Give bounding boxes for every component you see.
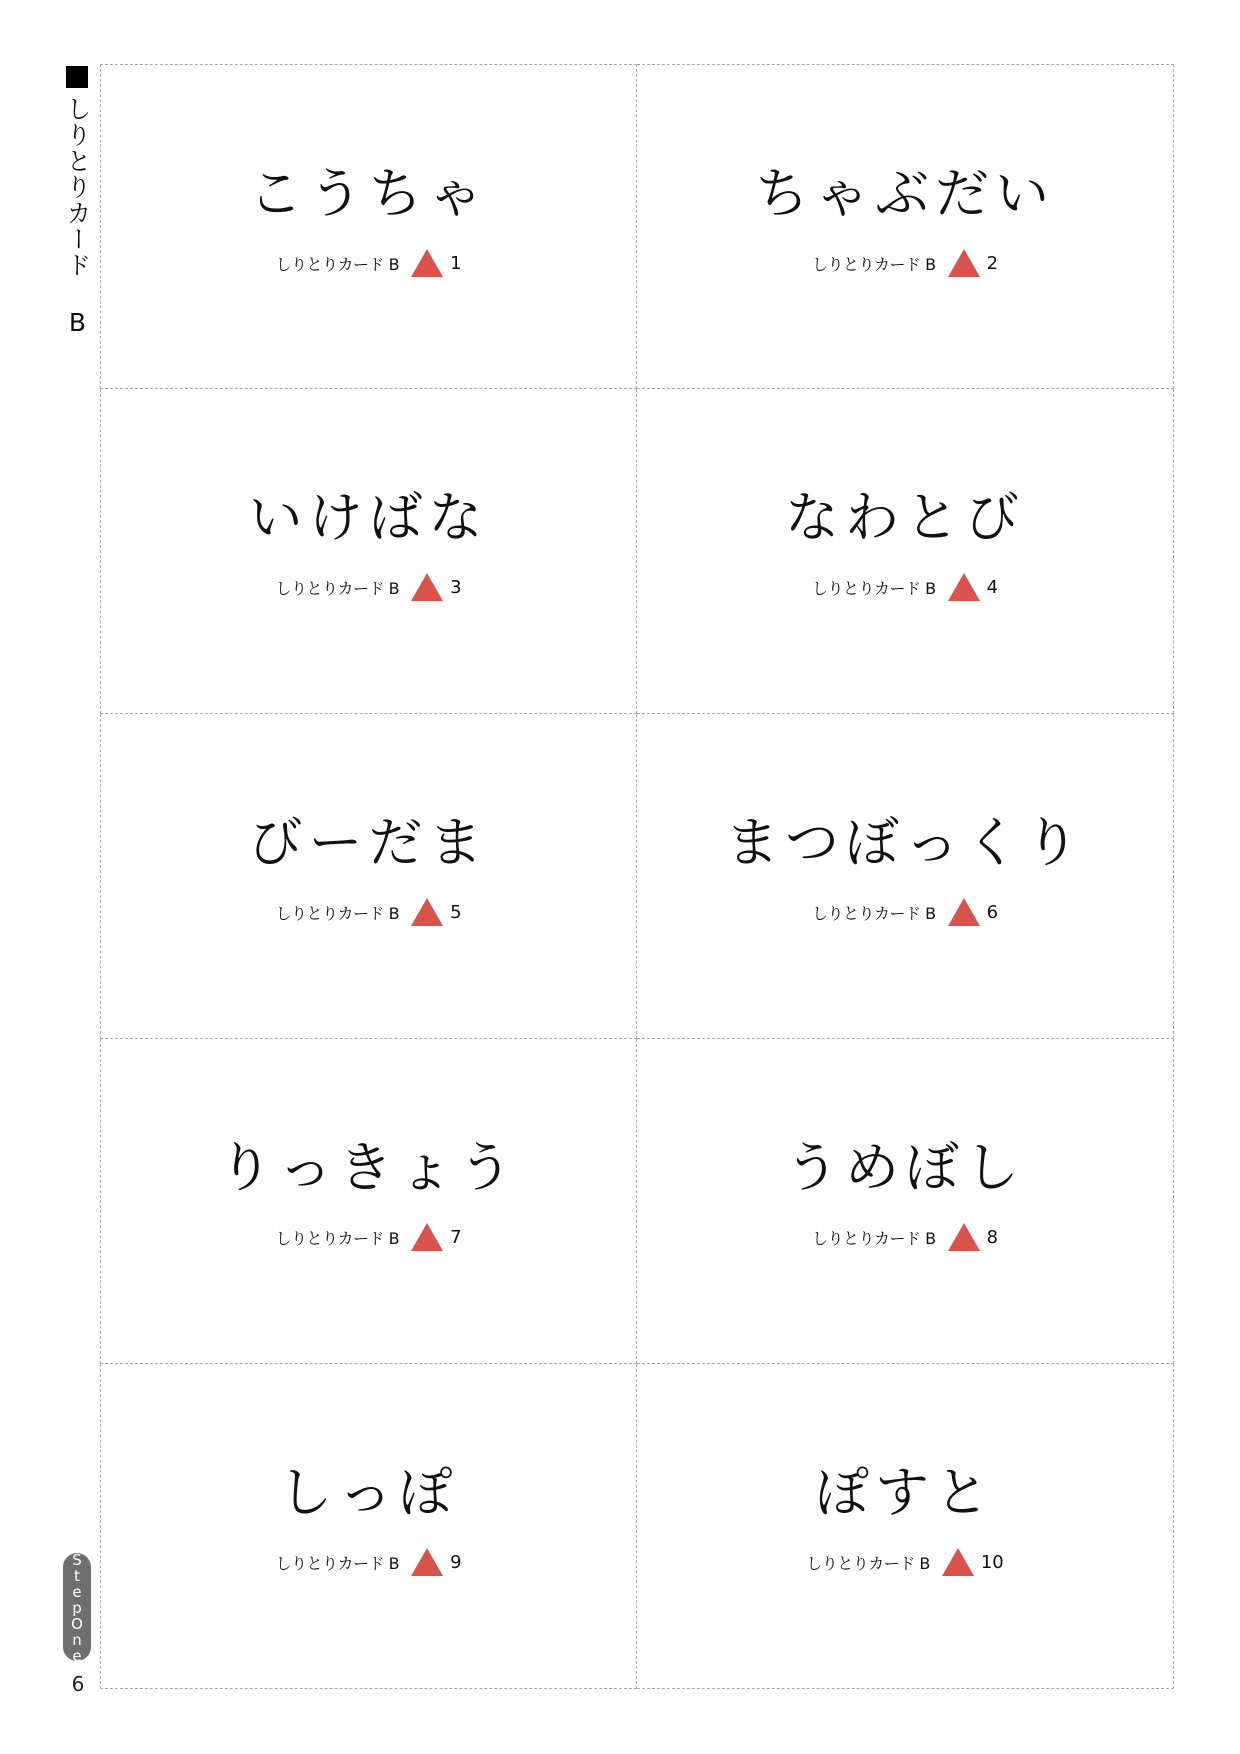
card-label: しりとりカード B [275, 254, 400, 274]
red-triangle-icon [411, 1223, 443, 1251]
card-number: 9 [450, 1551, 462, 1573]
card-number: 5 [450, 901, 462, 923]
card-label: しりとりカード B [811, 578, 936, 598]
card-7 [100, 1039, 637, 1364]
card-meta [637, 248, 1173, 278]
card-grid [100, 64, 1174, 1689]
card-meta [101, 897, 636, 927]
card-meta [637, 572, 1173, 602]
card-number: 2 [986, 252, 999, 274]
card-4 [637, 389, 1174, 714]
page-number: 6 [71, 1672, 85, 1696]
logo-text: StepOne [68, 1551, 86, 1663]
card-label: しりとりカード B [275, 578, 400, 598]
card-meta [101, 1222, 636, 1252]
card-word: びーだま [248, 811, 489, 874]
card-word: いけばな [248, 486, 489, 549]
red-triangle-icon [948, 898, 980, 926]
card-9 [100, 1364, 637, 1689]
card-3 [100, 389, 637, 714]
card-word: まつぼっくり [725, 811, 1085, 874]
card-number: 6 [986, 901, 999, 923]
card-label: しりとりカード B [811, 903, 936, 923]
card-word: ちゃぶだい [755, 162, 1055, 225]
card-number: 4 [986, 576, 999, 598]
stepone-logo [63, 1553, 91, 1661]
card-meta [101, 572, 636, 602]
card-meta [637, 1222, 1173, 1252]
red-triangle-icon [411, 573, 443, 601]
card-number: 3 [450, 576, 462, 598]
red-triangle-icon [411, 898, 443, 926]
card-2 [637, 64, 1174, 389]
sidebar-title [62, 66, 92, 338]
red-triangle-icon [411, 249, 443, 277]
card-10 [637, 1364, 1174, 1689]
card-label: しりとりカード B [806, 1553, 930, 1573]
card-number: 1 [450, 252, 462, 274]
card-word: りっきょう [218, 1136, 519, 1199]
card-number: 8 [986, 1226, 999, 1248]
card-label: しりとりカード B [811, 254, 936, 274]
card-8 [637, 1039, 1174, 1364]
card-meta [101, 1547, 636, 1577]
red-triangle-icon [411, 1548, 443, 1576]
card-meta [101, 248, 636, 278]
card-5 [100, 714, 637, 1039]
red-triangle-icon [948, 1223, 980, 1251]
card-word: うめぼし [785, 1136, 1025, 1199]
red-triangle-icon [942, 1548, 974, 1576]
card-word: なわとび [785, 486, 1025, 549]
card-word: こうちゃ [248, 162, 489, 225]
card-number: 7 [450, 1226, 462, 1248]
card-word: しっぽ [278, 1461, 459, 1524]
card-1 [100, 64, 637, 389]
card-word: ぽすと [815, 1461, 995, 1524]
red-triangle-icon [948, 249, 980, 277]
card-meta [637, 897, 1173, 927]
card-label: しりとりカード B [811, 1228, 936, 1248]
card-meta [637, 1547, 1173, 1577]
card-number: 10 [980, 1551, 1004, 1573]
red-triangle-icon [948, 573, 980, 601]
card-label: しりとりカード B [275, 1553, 400, 1573]
square-marker-icon [66, 66, 88, 88]
card-label: しりとりカード B [275, 1228, 400, 1248]
card-6 [637, 714, 1174, 1039]
card-label: しりとりカード B [275, 903, 400, 923]
sidebar-title-text: しりとりカード B [63, 96, 92, 338]
